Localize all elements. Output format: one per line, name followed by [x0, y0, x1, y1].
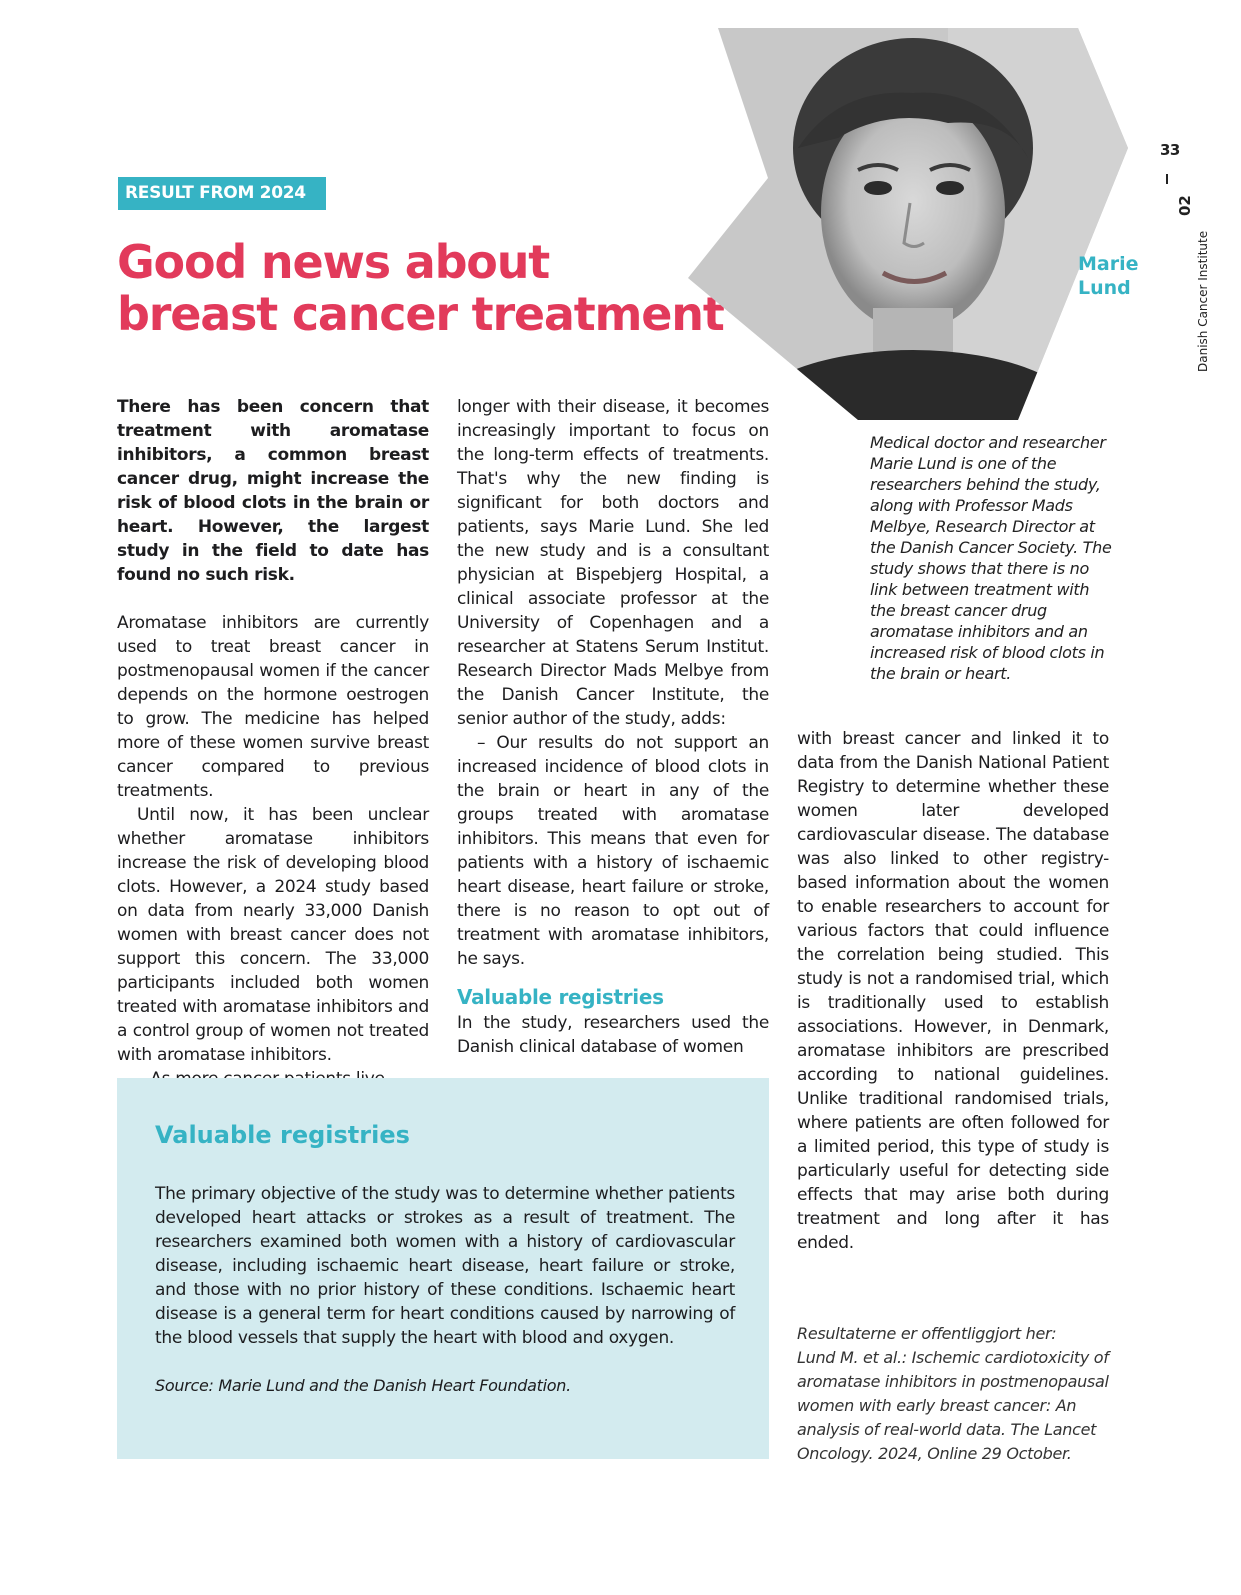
paragraph: Until now, it has been unclear whether aromatase inhibitors increase the risk of developing blood clots. However, a 2024 study based on data from nearly 33,000 Danish women with breast cancer does not support this concern. The 33,000 participants included both women treated with aromatase inhibitors and a control group of women not treated with aromatase inhibitors.	[117, 805, 429, 1065]
source-label: Source:	[155, 1376, 214, 1395]
reference-label: Resultaterne er offentliggjort her:	[797, 1324, 1057, 1343]
paragraph: longer with their disease, it becomes increasingly important to focus on the long-term effects of treatments. That's why the new finding is significant for both doctors and patients, says Marie Lund. She led the new study and is a consultant physician at Bispebjerg Hospital, a clinical associate professor at the University of Copenhagen and a researcher at Statens Serum Institut. Research Director Mads Melbye from the Danish Cancer Institute, the senior author of the study, adds:	[457, 397, 769, 729]
section-number: 02	[1176, 195, 1194, 216]
source-text: Marie Lund and the Danish Heart Foundation.	[218, 1376, 571, 1395]
title-line-2: breast cancer treatment	[117, 287, 724, 341]
photo-name-label: Marie Lund	[1078, 253, 1139, 299]
category-tag: RESULT FROM 2024	[118, 177, 326, 210]
paragraph: with breast cancer and linked it to data from the Danish National Patient Registry to determine whether these women later developed cardiovascular disease. The database was also linked to other registry-based information about the women to enable researchers to account for various factors that could influence the correlation being studied. This study is not a randomised trial, which is traditionally used to establish associations. However, in Denmark, aromatase inhibitors are prescribed according to national guidelines. Unlike traditional randomised trials, where patients are often followed for a limited period, this type of study is particularly useful for detecting side effects that may arise both during treatment and long after it has ended.	[797, 729, 1109, 1253]
factbox-body: The primary objective of the study was to determine whether patients developed heart attacks or strokes as a result of treatment. The researchers examined both women with a history of cardiovascular disease, including ischaemic heart disease, heart failure or stroke, and those with no prior history of these conditions. Ischaemic heart disease is a general term for heart conditions caused by narrowing of the blood vessels that supply the heart with blood and oxygen.	[155, 1184, 735, 1348]
paragraph: Aromatase inhibitors are currently used to treat breast cancer in postmenopausal women if the cancer depends on the hormone oestrogen to grow. The medicine has helped more of these women survive breast cancer compared to previous treatments.	[117, 613, 429, 801]
page-number: 33	[1160, 141, 1180, 159]
factbox-source	[155, 1374, 735, 1398]
article-column-1	[117, 395, 429, 1091]
article-column-3	[797, 727, 1109, 1255]
article-lead: There has been concern that treatment with aromatase inhibitors, a common breast cancer drug, might increase the risk of blood clots in the brain or heart. However, the largest study in the field to date has found no such risk.	[117, 397, 429, 585]
paragraph: In the study, researchers used the Danish clinical database of women	[457, 1013, 769, 1057]
paragraph: – Our results do not support an increased incidence of blood clots in the brain or heart in any of the groups treated with aromatase inhibitors. This means that even for patients with a history of ischaemic heart disease, heart failure or stroke, there is no reason to opt out of treatment with aromatase inhibitors, he says.	[457, 733, 769, 969]
sidebar-divider	[1166, 174, 1168, 184]
page-title	[117, 236, 724, 340]
reference-text: Lund M. et al.: Ischemic cardiotoxicity of aromatase inhibitors in postmenopausal women with early breast cancer: An analysis of real-world data. The Lancet Oncology. 2024, Online 29 October.	[797, 1348, 1109, 1463]
factbox	[117, 1078, 769, 1459]
photo-caption: Medical doctor and researcher Marie Lund is one of the researchers behind the study, along with Professor Mads Melbye, Research Director at the Danish Cancer Society. The study shows that there is no link between treatment with the breast cancer drug aromatase inhibitors and an increased risk of blood clots in the brain or heart.	[870, 433, 1112, 683]
title-line-1: Good news about	[117, 235, 550, 289]
publisher-label: Danish Cancer Institute	[1196, 230, 1210, 372]
article-column-2	[457, 395, 769, 1059]
publication-reference	[797, 1322, 1109, 1466]
portrait-photo	[688, 28, 1128, 420]
factbox-title: Valuable registries	[155, 1121, 410, 1149]
section-heading: Valuable registries	[457, 985, 664, 1009]
